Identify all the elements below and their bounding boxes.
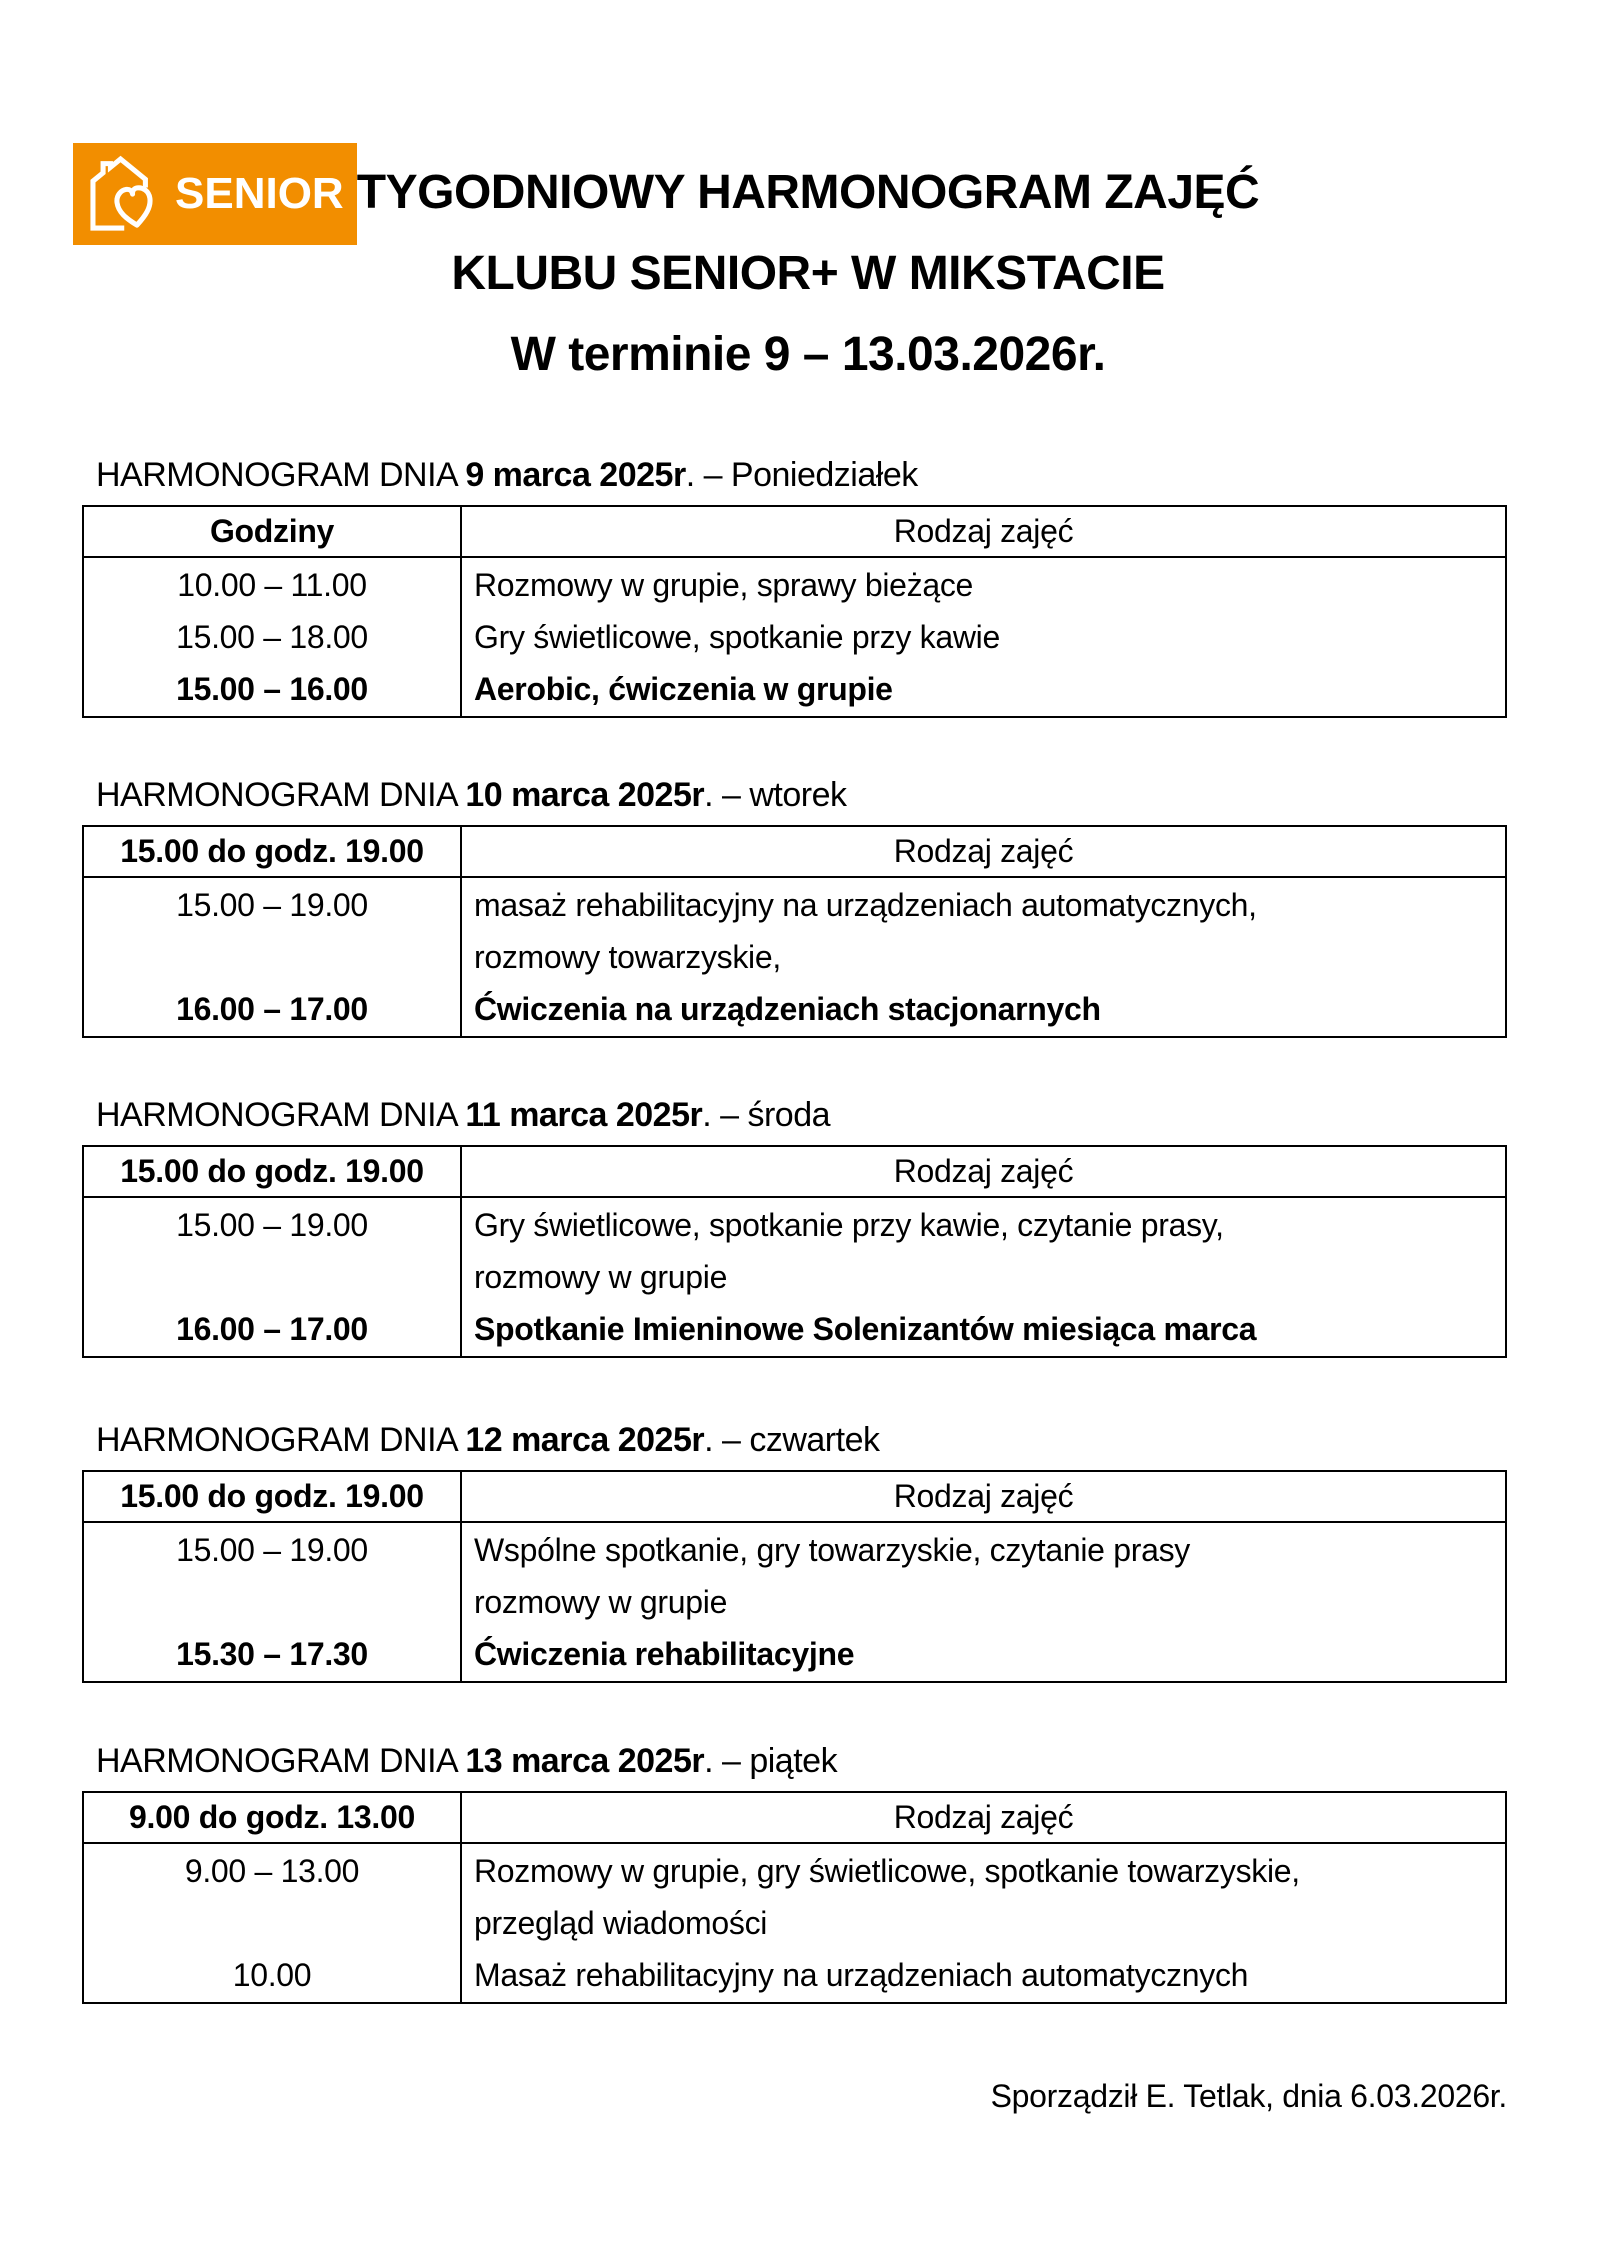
activity-value: Rozmowy w grupie, gry świetlicowe, spotkanie towarzyskie, [474,1853,1300,1889]
activity-value: przegląd wiadomości [474,1905,768,1941]
heading-prefix: HARMONOGRAM DNIA [96,1096,466,1134]
section-tuesday [82,775,1507,1038]
time-value [84,931,460,983]
schedule-table [82,825,1507,1038]
activity-value: Aerobic, ćwiczenia w grupie [474,671,893,707]
heading-prefix: HARMONOGRAM DNIA [96,1421,466,1459]
document-title [0,152,1600,395]
section-heading [82,1741,1507,1781]
activity-value: rozmowy towarzyskie, [474,939,781,975]
heading-prefix: HARMONOGRAM DNIA [96,1742,466,1780]
heading-date: 13 marca 2025r [465,1742,705,1780]
section-thursday [82,1420,1507,1683]
activity-value: rozmowy w grupie [474,1259,728,1295]
title-line-3: W terminie 9 – 13.03.2026r. [510,328,1106,381]
activity-value: Ćwiczenia rehabilitacyjne [474,1636,855,1672]
time-value: 9.00 – 13.00 [184,1853,360,1889]
time-value: 15.00 – 18.00 [176,619,368,655]
title-line-1: TYGODNIOWY HARMONOGRAM ZAJĘĆ [356,166,1260,219]
activity-value: Ćwiczenia na urządzeniach stacjonarnych [474,991,1101,1027]
column-header-activities: Rodzaj zajęć [462,1147,1505,1198]
schedule-table [82,1470,1507,1683]
time-value: 15.00 – 19.00 [176,1207,368,1243]
heading-date: 10 marca 2025r [465,776,705,814]
column-header-times: 15.00 do godz. 19.00 [84,1147,462,1198]
activity-value: Spotkanie Imieninowe Solenizantów miesiąca marca [474,1311,1257,1347]
schedule-table [82,505,1507,718]
times-cell [84,558,462,716]
schedule-table [82,1791,1507,2004]
section-heading [82,1095,1507,1135]
time-value: 10.00 [232,1957,312,1993]
heading-day: . – Poniedziałek [685,456,918,494]
time-value [84,1576,460,1628]
time-value: 15.30 – 17.30 [176,1636,368,1672]
activities-cell [462,878,1505,1036]
activities-cell [462,558,1505,716]
activity-value: Masaż rehabilitacyjny na urządzeniach automatycznych [474,1957,1249,1993]
time-value: 15.00 – 19.00 [176,887,368,923]
heading-date: 12 marca 2025r [465,1421,705,1459]
column-header-activities: Rodzaj zajęć [462,1793,1505,1844]
activity-value: masaż rehabilitacyjny na urządzeniach automatycznych, [474,887,1257,923]
heading-day: . – środa [702,1096,831,1134]
times-cell [84,1523,462,1681]
time-value [84,1251,460,1303]
section-friday [82,1741,1507,2004]
schedule-table [82,1145,1507,1358]
time-value [84,1897,460,1949]
column-header-activities: Rodzaj zajęć [462,507,1505,558]
section-heading [82,455,1507,495]
heading-prefix: HARMONOGRAM DNIA [96,776,466,814]
time-value: 16.00 – 17.00 [176,1311,368,1347]
heading-day: . – wtorek [704,776,847,814]
times-cell [84,878,462,1036]
heading-day: . – piątek [704,1742,838,1780]
column-header-activities: Rodzaj zajęć [462,827,1505,878]
section-wednesday [82,1095,1507,1358]
activity-value: Rozmowy w grupie, sprawy bieżące [474,567,974,603]
column-header-times: 9.00 do godz. 13.00 [84,1793,462,1844]
column-header-times: Godziny [84,507,462,558]
section-monday [82,455,1507,718]
activities-cell [462,1198,1505,1356]
activity-value: Gry świetlicowe, spotkanie przy kawie, czytanie prasy, [474,1207,1224,1243]
time-value: 16.00 – 17.00 [176,991,368,1027]
column-header-activities: Rodzaj zajęć [462,1472,1505,1523]
time-value: 15.00 – 19.00 [176,1532,368,1568]
heading-day: . – czwartek [704,1421,880,1459]
section-heading [82,1420,1507,1460]
activities-cell [462,1844,1505,2002]
times-cell [84,1844,462,2002]
times-cell [84,1198,462,1356]
activity-value: Gry świetlicowe, spotkanie przy kawie [474,619,1000,655]
activity-value: rozmowy w grupie [474,1584,728,1620]
prepared-by-note: Sporządził E. Tetlak, dnia 6.03.2026r. [990,2078,1507,2114]
heading-date: 11 marca 2025r [465,1096,703,1134]
logo-text: SENIOR + [175,169,382,218]
activities-cell [462,1523,1505,1681]
column-header-times: 15.00 do godz. 19.00 [84,1472,462,1523]
title-line-2: KLUBU SENIOR+ W MIKSTACIE [451,247,1165,300]
heading-date: 9 marca 2025r [465,456,686,494]
time-value: 10.00 – 11.00 [177,567,367,603]
heading-prefix: HARMONOGRAM DNIA [96,456,466,494]
column-header-times: 15.00 do godz. 19.00 [84,827,462,878]
section-heading [82,775,1507,815]
activity-value: Wspólne spotkanie, gry towarzyskie, czytanie prasy [474,1532,1190,1568]
time-value: 15.00 – 16.00 [176,671,368,707]
